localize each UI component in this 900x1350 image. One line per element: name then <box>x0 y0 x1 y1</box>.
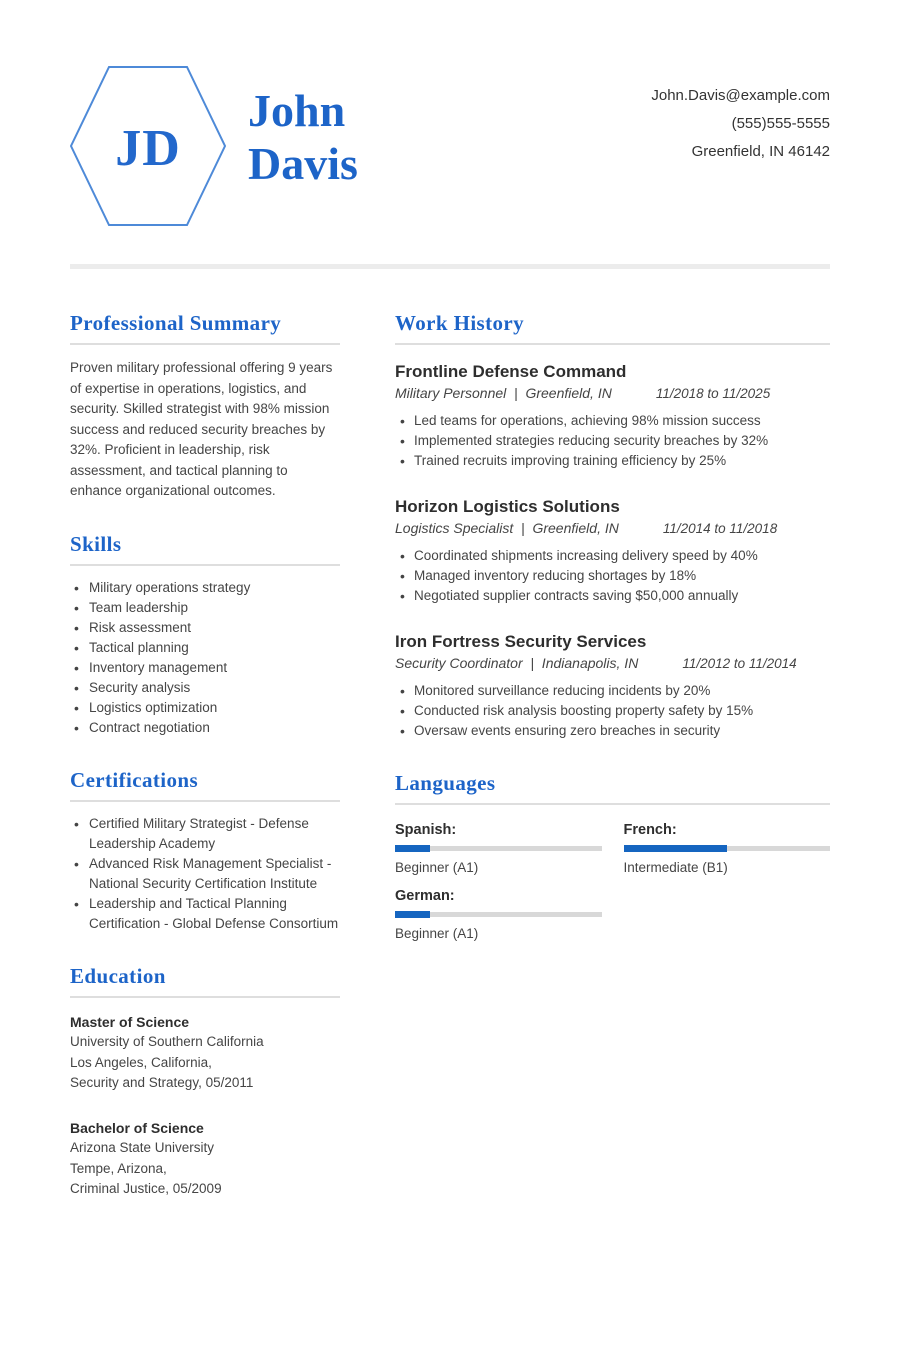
contact-email: John.Davis@example.com <box>651 87 830 104</box>
job-company: Horizon Logistics Solutions <box>395 497 620 516</box>
job-dates: 11/2018 to 11/2025 <box>655 386 771 401</box>
resume-body <box>70 311 830 1200</box>
job-bullet: • Implemented strategies reducing security breaches by 32% <box>395 431 830 451</box>
language-progress-track <box>395 846 602 851</box>
job-role-location: Security Coordinator | Indianapolis, IN <box>395 655 639 671</box>
language-name: German: <box>395 888 455 904</box>
language-name: French: <box>623 822 677 838</box>
section-title-skills: Skills <box>70 532 340 566</box>
language-progress-fill <box>624 845 727 852</box>
job-meta-line <box>395 653 830 674</box>
skills-list <box>70 578 340 738</box>
job-meta-line <box>395 383 830 404</box>
job-bullet: • Managed inventory reducing shortages by 18% <box>395 566 830 586</box>
language-level: Intermediate (B1) <box>623 860 728 875</box>
job-role-location: Military Personnel | Greenfield, IN <box>395 385 612 401</box>
language-level: Beginner (A1) <box>395 860 479 875</box>
job-company: Frontline Defense Command <box>395 362 627 381</box>
contact-location: Greenfield, IN 46142 <box>691 143 830 160</box>
languages-grid <box>395 821 830 943</box>
contact-block <box>651 82 830 166</box>
degree-location: Los Angeles, California, <box>70 1054 212 1070</box>
section-title-education: Education <box>70 964 340 998</box>
section-title-work-history: Work History <box>395 311 830 345</box>
header-divider <box>70 264 830 269</box>
job-bullet: • Oversaw events ensuring zero breaches in security <box>395 721 830 741</box>
job-dates: 11/2014 to 11/2018 <box>662 521 778 536</box>
degree-school: Arizona State University <box>70 1140 215 1155</box>
education-entry <box>70 1012 340 1094</box>
section-languages <box>395 771 830 943</box>
section-title-summary: Professional Summary <box>70 311 340 345</box>
language-progress-track <box>395 912 602 917</box>
degree-detail: Criminal Justice, 05/2009 <box>70 1181 222 1196</box>
monogram-initials: JD <box>115 119 181 177</box>
job-bullet: • Conducted risk analysis boosting property safety by 15% <box>395 701 830 721</box>
skill-item: • Team leadership <box>70 598 340 618</box>
candidate-name <box>248 84 358 190</box>
job-bullet: • Trained recruits improving training efficiency by 25% <box>395 451 830 471</box>
skill-item: • Military operations strategy <box>70 578 340 598</box>
certification-item: • Advanced Risk Management Specialist - National Security Certification Institute <box>70 854 340 894</box>
language-item <box>395 887 602 943</box>
job-entry <box>395 630 830 741</box>
language-progress-track <box>624 846 831 851</box>
certification-item: • Certified Military Strategist - Defense Leadership Academy <box>70 814 340 854</box>
degree-location: Tempe, Arizona, <box>70 1160 167 1176</box>
job-entry <box>395 360 830 471</box>
section-skills <box>70 532 340 738</box>
section-title-languages: Languages <box>395 771 830 805</box>
last-name: Davis <box>248 138 358 189</box>
language-item <box>624 821 831 877</box>
degree-name: Bachelor of Science <box>70 1119 204 1136</box>
degree-detail: Security and Strategy, 05/2011 <box>70 1075 254 1090</box>
right-column <box>395 311 830 1200</box>
summary-text: Proven military professional offering 9 years of expertise in operations, logistics, and security. Skilled strategist with 98% mission success and reduced security breaches by 32%. Proficient in leadership, risk assessment, and tactical planning to enhance organizational outcomes. <box>70 360 333 498</box>
section-work-history <box>395 311 830 741</box>
job-bullet: • Led teams for operations, achieving 98% mission success <box>395 411 830 431</box>
section-professional-summary <box>70 311 340 502</box>
skill-item: • Contract negotiation <box>70 718 340 738</box>
skill-item: • Logistics optimization <box>70 698 340 718</box>
resume-header <box>70 66 830 226</box>
language-level: Beginner (A1) <box>395 926 479 941</box>
monogram-badge <box>70 66 226 226</box>
job-bullet: • Negotiated supplier contracts saving $50,000 annually <box>395 586 830 606</box>
job-bullets <box>395 681 830 741</box>
certifications-list <box>70 814 340 934</box>
language-progress-fill <box>395 845 430 852</box>
skill-item: • Inventory management <box>70 658 340 678</box>
job-bullets <box>395 411 830 471</box>
education-entry <box>70 1118 340 1200</box>
skill-item: • Security analysis <box>70 678 340 698</box>
job-bullets <box>395 546 830 606</box>
language-name: Spanish: <box>395 822 457 838</box>
job-entry <box>395 495 830 606</box>
skill-item: • Tactical planning <box>70 638 340 658</box>
section-title-certifications: Certifications <box>70 768 340 802</box>
job-meta-line <box>395 518 830 539</box>
first-name: John <box>248 85 346 136</box>
degree-name: Master of Science <box>70 1013 190 1030</box>
contact-phone: (555)555-5555 <box>731 115 830 132</box>
job-bullet: • Monitored surveillance reducing incidents by 20% <box>395 681 830 701</box>
job-dates: 11/2012 to 11/2014 <box>682 656 797 671</box>
certification-item: • Leadership and Tactical Planning Certification - Global Defense Consortium <box>70 894 340 934</box>
job-role-location: Logistics Specialist | Greenfield, IN <box>395 520 619 536</box>
job-bullet: • Coordinated shipments increasing delivery speed by 40% <box>395 546 830 566</box>
language-item <box>395 821 602 877</box>
left-column <box>70 311 340 1200</box>
section-certifications <box>70 768 340 934</box>
job-company: Iron Fortress Security Services <box>395 632 647 651</box>
degree-school: University of Southern California <box>70 1034 264 1049</box>
language-progress-fill <box>395 911 430 918</box>
skill-item: • Risk assessment <box>70 618 340 638</box>
section-education <box>70 964 340 1200</box>
